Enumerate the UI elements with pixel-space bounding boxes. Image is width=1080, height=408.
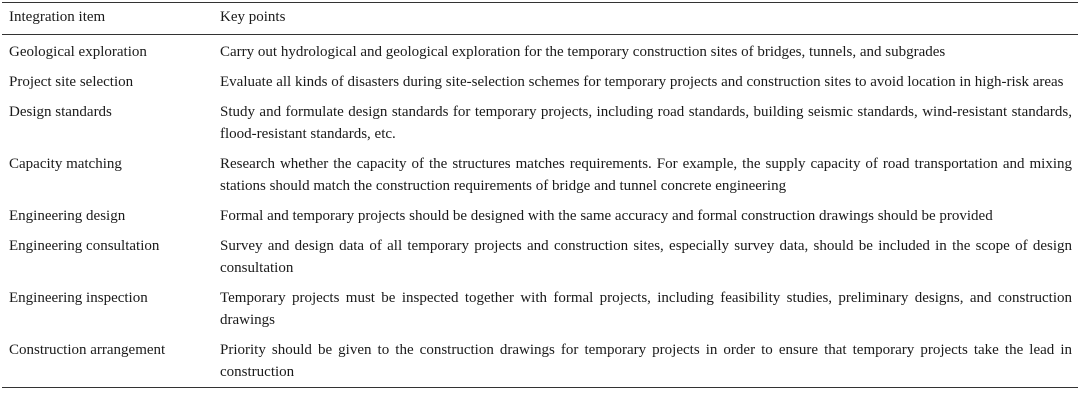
- row-key-points: Formal and temporary projects should be designed with the same accuracy and formal construction drawings should be provided: [220, 208, 993, 224]
- row-key-points: Evaluate all kinds of disasters during site-selection schemes for temporary projects and construction sites to avoid location in high-risk areas: [220, 74, 1064, 90]
- integration-table: [2, 2, 1078, 388]
- table-row: [2, 335, 1078, 388]
- row-integration-item: Capacity matching: [9, 156, 122, 172]
- table-row: [2, 35, 1078, 68]
- table-row: [2, 67, 1078, 97]
- integration-table-container: [2, 2, 1078, 388]
- row-key-points: Survey and design data of all temporary projects and construction sites, especially survey data, should be included in the scope of design consultation: [220, 238, 1072, 276]
- table-row: [2, 201, 1078, 231]
- row-integration-item: Design standards: [9, 104, 112, 120]
- row-integration-item: Geological exploration: [9, 44, 147, 60]
- table-row: [2, 283, 1078, 335]
- row-key-points: Carry out hydrological and geological exploration for the temporary construction sites of bridges, tunnels, and subgrades: [220, 44, 946, 60]
- table-row: [2, 231, 1078, 283]
- table-row: [2, 97, 1078, 149]
- row-integration-item: Engineering consultation: [9, 238, 160, 254]
- row-integration-item: Project site selection: [9, 74, 134, 90]
- row-integration-item: Engineering inspection: [9, 290, 148, 306]
- row-integration-item: Engineering design: [9, 208, 126, 224]
- table-row: [2, 149, 1078, 201]
- row-key-points: Priority should be given to the construction drawings for temporary projects in order to ensure that temporary projects take the lead in construction: [220, 342, 1072, 380]
- row-key-points: Study and formulate design standards for temporary projects, including road standards, building seismic standards, wind-resistant standards, flood-resistant standards, etc.: [220, 104, 1072, 142]
- table-header-row: [2, 3, 1078, 35]
- header-key-points: Key points: [220, 9, 286, 25]
- row-integration-item: Construction arrangement: [9, 342, 166, 358]
- header-integration-item: Integration item: [9, 9, 106, 25]
- row-key-points: Research whether the capacity of the structures matches requirements. For example, the supply capacity of road transportation and mixing stations should match the construction requirements of bridge and tunnel concrete engineering: [220, 156, 1072, 194]
- row-key-points: Temporary projects must be inspected together with formal projects, including feasibility studies, preliminary designs, and construction drawings: [220, 290, 1072, 328]
